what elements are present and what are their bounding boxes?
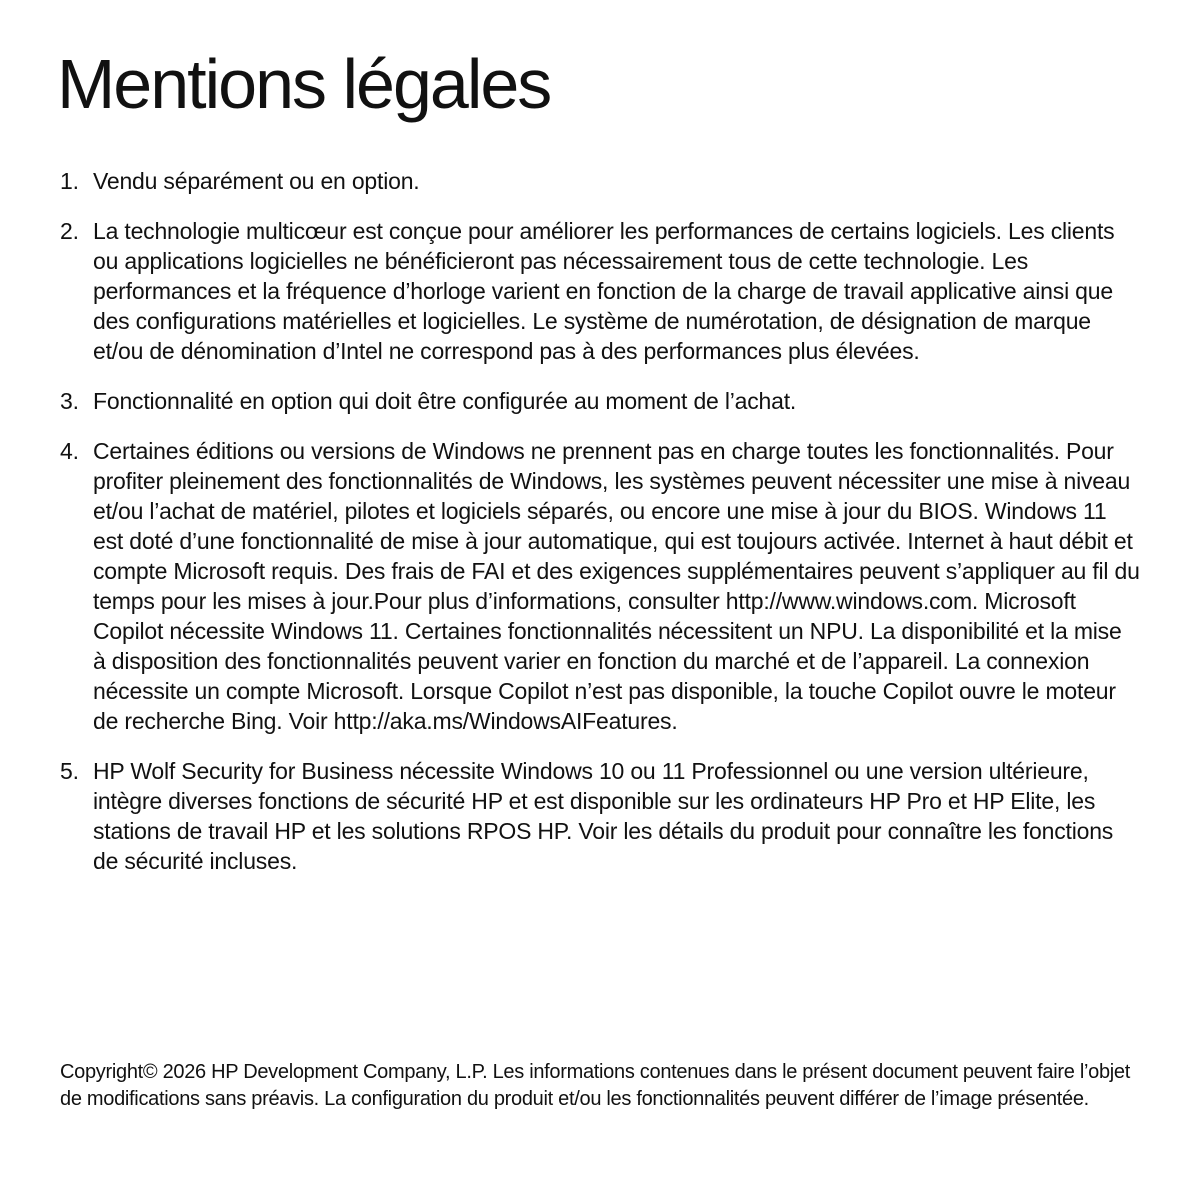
legal-note-4 (60, 436, 1140, 736)
legal-note-number: 2. (60, 218, 79, 244)
legal-note-number: 1. (60, 168, 79, 194)
legal-note-text: La technologie multicœur est conçue pour améliorer les performances de certains logiciels. Les clients ou applications logicielles ne bénéficieront pas nécessairement tous de cette technologie. Les performances et la fréquence d’horloge varient en fonction de la charge de travail applicative ainsi que des configurations matérielles et logicielles. Le système de numérotation, de désignation de marque et/ou de dénomination d’Intel ne correspond pas à des performances plus élevées. (93, 218, 1115, 364)
copyright-notice: Copyright© 2026 HP Development Company, L.P. Les informations contenues dans le présent document peuvent faire l’objet de modifications sans préavis. La configuration du produit et/ou les fonctionnalités peuvent différer de l’image présentée. (60, 1061, 1130, 1110)
legal-note-5 (60, 756, 1140, 876)
legal-note-number: 3. (60, 388, 79, 414)
legal-note-number: 4. (60, 438, 79, 464)
legal-note-number: 5. (60, 758, 79, 784)
legal-note-text: Fonctionnalité en option qui doit être configurée au moment de l’achat. (93, 388, 797, 414)
legal-note-text: Vendu séparément ou en option. (93, 168, 420, 194)
legal-note-1 (60, 166, 1140, 196)
legal-note-3 (60, 386, 1140, 416)
legal-note-text: Certaines éditions ou versions de Windows ne prennent pas en charge toutes les fonctionnalités. Pour profiter pleinement des fonctionnalités de Windows, les systèmes peuvent nécessiter une mise à niveau et/ou l’achat de matériel, pilotes et logiciels séparés, ou encore une mise à jour du BIOS. Windows 11 est doté d’une fonctionnalité de mise à jour automatique, qui est toujours activée. Internet à haut débit et compte Microsoft requis. Des frais de FAI et des exigences supplémentaires peuvent s’appliquer au fil du temps pour les mises à jour.Pour plus d’informations, consulter http://www.windows.com. Microsoft Copilot nécessite Windows 11. Certaines fonctionnalités nécessitent un NPU. La disponibilité et la mise à disposition des fonctionnalités peuvent varier en fonction du marché et de l’appareil. La connexion nécessite un compte Microsoft. Lorsque Copilot n’est pas disponible, la touche Copilot ouvre le moteur de recherche Bing. Voir http://aka.ms/WindowsAIFeatures. (93, 438, 1140, 734)
legal-note-2 (60, 216, 1140, 366)
legal-note-text: HP Wolf Security for Business nécessite Windows 10 ou 11 Professionnel ou une version ultérieure, intègre diverses fonctions de sécurité HP et est disponible sur les ordinateurs HP Pro et HP Elite, les stations de travail HP et les solutions RPOS HP. Voir les détails du produit pour connaître les fonctions de sécurité incluses. (93, 758, 1114, 874)
legal-notes-list (60, 166, 1140, 896)
page-title: Mentions légales (57, 45, 551, 123)
